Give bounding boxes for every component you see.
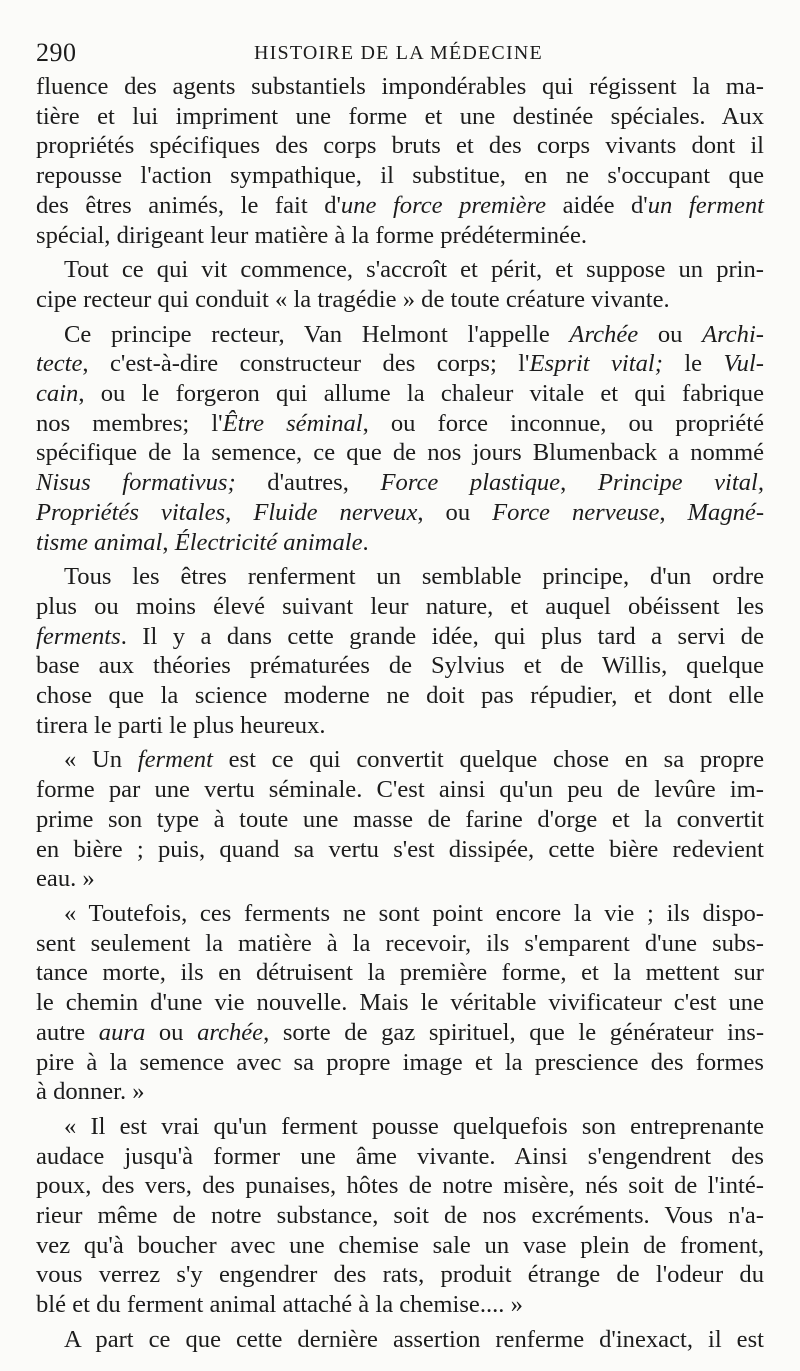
text-line xyxy=(36,438,764,468)
text-segment: . Il y a dans cette grande idée, qui plus tard a servi de xyxy=(120,622,764,650)
text-segment: autre xyxy=(36,1018,99,1046)
italic-segment: Fluide nerveux xyxy=(253,498,418,526)
text-segment: , c'est-à-dire constructeur des corps; l' xyxy=(82,350,530,378)
text-segment: . xyxy=(362,528,369,556)
text-line xyxy=(36,72,764,102)
text-line xyxy=(36,349,764,379)
text-line xyxy=(36,958,764,988)
italic-segment: Principe vital, xyxy=(597,469,764,497)
text-line xyxy=(36,745,764,775)
page-number: 290 xyxy=(36,38,77,67)
text-segment: pire à la semence avec sa propre image et la prescience des formes xyxy=(36,1048,764,1076)
text-segment: ou xyxy=(145,1018,198,1046)
text-segment: Tous les êtres renferment un semblable principe, d'un ordre xyxy=(64,563,764,591)
text-line xyxy=(36,864,764,894)
text-line xyxy=(36,1260,764,1290)
text-segment: eau. » xyxy=(36,865,95,893)
text-line xyxy=(36,102,764,132)
text-line xyxy=(36,1077,764,1107)
italic-segment: Électricité animale xyxy=(174,528,363,556)
text-line xyxy=(36,1018,764,1048)
italic-segment: cain xyxy=(36,380,79,408)
text-line xyxy=(36,805,764,835)
text-segment: d'autres, xyxy=(235,469,381,497)
text-segment: fluence des agents substantiels impondérables qui régissent la ma- xyxy=(36,73,764,100)
text-line xyxy=(36,191,764,221)
italic-segment: une force première xyxy=(340,191,547,219)
text-segment: aidée d' xyxy=(546,191,648,219)
text-segment: poux, des vers, des punaises, hôtes de notre misère, nés soit de l'inté- xyxy=(36,1172,764,1200)
text-line xyxy=(36,285,764,315)
text-segment: cipe recteur qui conduit « la tragédie » de toute créature vivante. xyxy=(36,285,670,313)
text-line xyxy=(36,468,764,498)
text-segment: Ce principe recteur, Van Helmont l'appelle xyxy=(64,320,570,348)
text-segment: tière et lui impriment une forme et une destinée spéciales. Aux xyxy=(36,102,764,130)
text-segment: tance morte, ils en détruisent la première forme, et la mettent sur xyxy=(36,959,764,987)
text-segment: vez qu'à boucher avec une chemise sale un vase plein de froment, xyxy=(36,1231,764,1259)
italic-segment: tisme animal xyxy=(36,528,163,556)
text-line xyxy=(36,1048,764,1078)
text-line xyxy=(36,255,764,285)
text-line xyxy=(36,320,764,350)
text-segment: nos membres; l' xyxy=(36,409,223,437)
text-segment: base aux théories prématurées de Sylvius et de Willis, quelque xyxy=(36,652,764,680)
text-segment: en bière ; puis, quand sa vertu s'est dissipée, cette bière redevient xyxy=(36,835,764,863)
text-line xyxy=(36,592,764,622)
text-line xyxy=(36,131,764,161)
italic-segment: Être séminal xyxy=(222,409,363,437)
text-segment: propriétés spécifiques des corps bruts et des corps vivants dont il xyxy=(36,132,764,160)
text-segment: le chemin d'une vie nouvelle. Mais le véritable vivificateur c'est une xyxy=(36,989,764,1017)
text-segment: , ou xyxy=(417,498,493,526)
text-line xyxy=(36,498,764,528)
text-segment: rieur même de notre substance, soit de nos excréments. Vous n'a- xyxy=(36,1202,764,1230)
text-line xyxy=(36,929,764,959)
text-segment: , ou le forgeron qui allume la chaleur vitale et qui fabrique xyxy=(78,380,764,408)
text-line xyxy=(36,651,764,681)
text-line xyxy=(36,899,764,929)
text-line xyxy=(36,528,764,558)
text-line xyxy=(36,1290,764,1320)
text-line xyxy=(36,161,764,191)
italic-segment: un ferment xyxy=(647,191,764,219)
italic-segment: Esprit vital; xyxy=(529,350,663,378)
text-segment: ou xyxy=(638,320,703,348)
text-line xyxy=(36,622,764,652)
body-text xyxy=(36,72,764,1355)
italic-segment: Force plastique xyxy=(380,469,561,497)
text-segment: « Un xyxy=(64,746,138,774)
text-line xyxy=(36,681,764,711)
text-segment: sent seulement la matière à la recevoir, ils s'emparent d'une subs- xyxy=(36,929,764,957)
text-line xyxy=(36,988,764,1018)
text-segment: plus ou moins élevé suivant leur nature, et auquel obéissent les xyxy=(36,592,764,620)
text-line xyxy=(36,1325,764,1355)
italic-segment: ferment xyxy=(137,746,213,774)
text-segment: à donner. » xyxy=(36,1078,145,1106)
text-segment: est ce qui convertit quelque chose en sa propre xyxy=(212,746,765,774)
text-line xyxy=(36,379,764,409)
text-line xyxy=(36,711,764,741)
text-segment: A part ce que cette dernière assertion renferme d'inexact, il est xyxy=(64,1325,764,1353)
italic-segment: Archi- xyxy=(702,320,764,348)
text-segment: , xyxy=(162,528,175,556)
italic-segment: Force nerveuse xyxy=(492,498,660,526)
text-line xyxy=(36,409,764,439)
text-segment: spécial, dirigeant leur matière à la forme prédéterminée. xyxy=(36,221,588,249)
text-segment: , sorte de gaz spirituel, que le générateur ins- xyxy=(263,1018,765,1046)
text-line xyxy=(36,1201,764,1231)
text-segment: , xyxy=(560,469,598,497)
text-line xyxy=(36,1231,764,1261)
text-line xyxy=(36,221,764,251)
italic-segment: Vul- xyxy=(723,350,765,378)
italic-segment: archée xyxy=(197,1018,264,1046)
text-line xyxy=(36,562,764,592)
italic-segment: ferments xyxy=(36,622,121,650)
running-title: HISTOIRE DE LA MÉDECINE xyxy=(254,42,543,64)
text-line xyxy=(36,1171,764,1201)
text-segment: « Il est vrai qu'un ferment pousse quelquefois son entreprenante xyxy=(64,1112,764,1140)
text-segment: des êtres animés, le fait d' xyxy=(36,191,341,219)
italic-segment: Archée xyxy=(569,320,639,348)
text-segment: , ou force inconnue, ou propriété xyxy=(362,409,764,437)
text-line xyxy=(36,775,764,805)
text-segment: Tout ce qui vit commence, s'accroît et périt, et suppose un prin- xyxy=(64,256,764,284)
text-segment: blé et du ferment animal attaché à la chemise.... » xyxy=(36,1291,523,1319)
text-segment: , xyxy=(659,498,688,526)
text-segment: spécifique de la semence, ce que de nos jours Blumenback a nommé xyxy=(36,439,764,467)
text-segment: « Toutefois, ces ferments ne sont point encore la vie ; ils dispo- xyxy=(64,899,764,927)
text-segment: , xyxy=(225,498,254,526)
text-segment: vous verrez s'y engendrer des rats, produit étrange de l'odeur du xyxy=(36,1261,764,1289)
italic-segment: aura xyxy=(98,1018,146,1046)
text-segment: chose que la science moderne ne doit pas répudier, et dont elle xyxy=(36,682,764,710)
text-segment: audace jusqu'à former une âme vivante. Ainsi s'engendrent des xyxy=(36,1142,764,1170)
text-segment: forme par une vertu séminale. C'est ainsi qu'un peu de levûre im- xyxy=(36,776,764,804)
text-segment: repousse l'action sympathique, il substitue, en ne s'occupant que xyxy=(36,162,764,190)
text-line xyxy=(36,1142,764,1172)
italic-segment: Nisus formativus; xyxy=(36,469,236,497)
text-line xyxy=(36,835,764,865)
italic-segment: tecte xyxy=(36,350,83,378)
text-line xyxy=(36,1112,764,1142)
italic-segment: Magné- xyxy=(687,498,765,526)
text-segment: prime son type à toute une masse de farine d'orge et la convertit xyxy=(36,805,764,833)
text-segment: tirera le parti le plus heureux. xyxy=(36,711,326,739)
text-segment: le xyxy=(662,350,724,378)
italic-segment: Propriétés vitales xyxy=(36,498,226,526)
